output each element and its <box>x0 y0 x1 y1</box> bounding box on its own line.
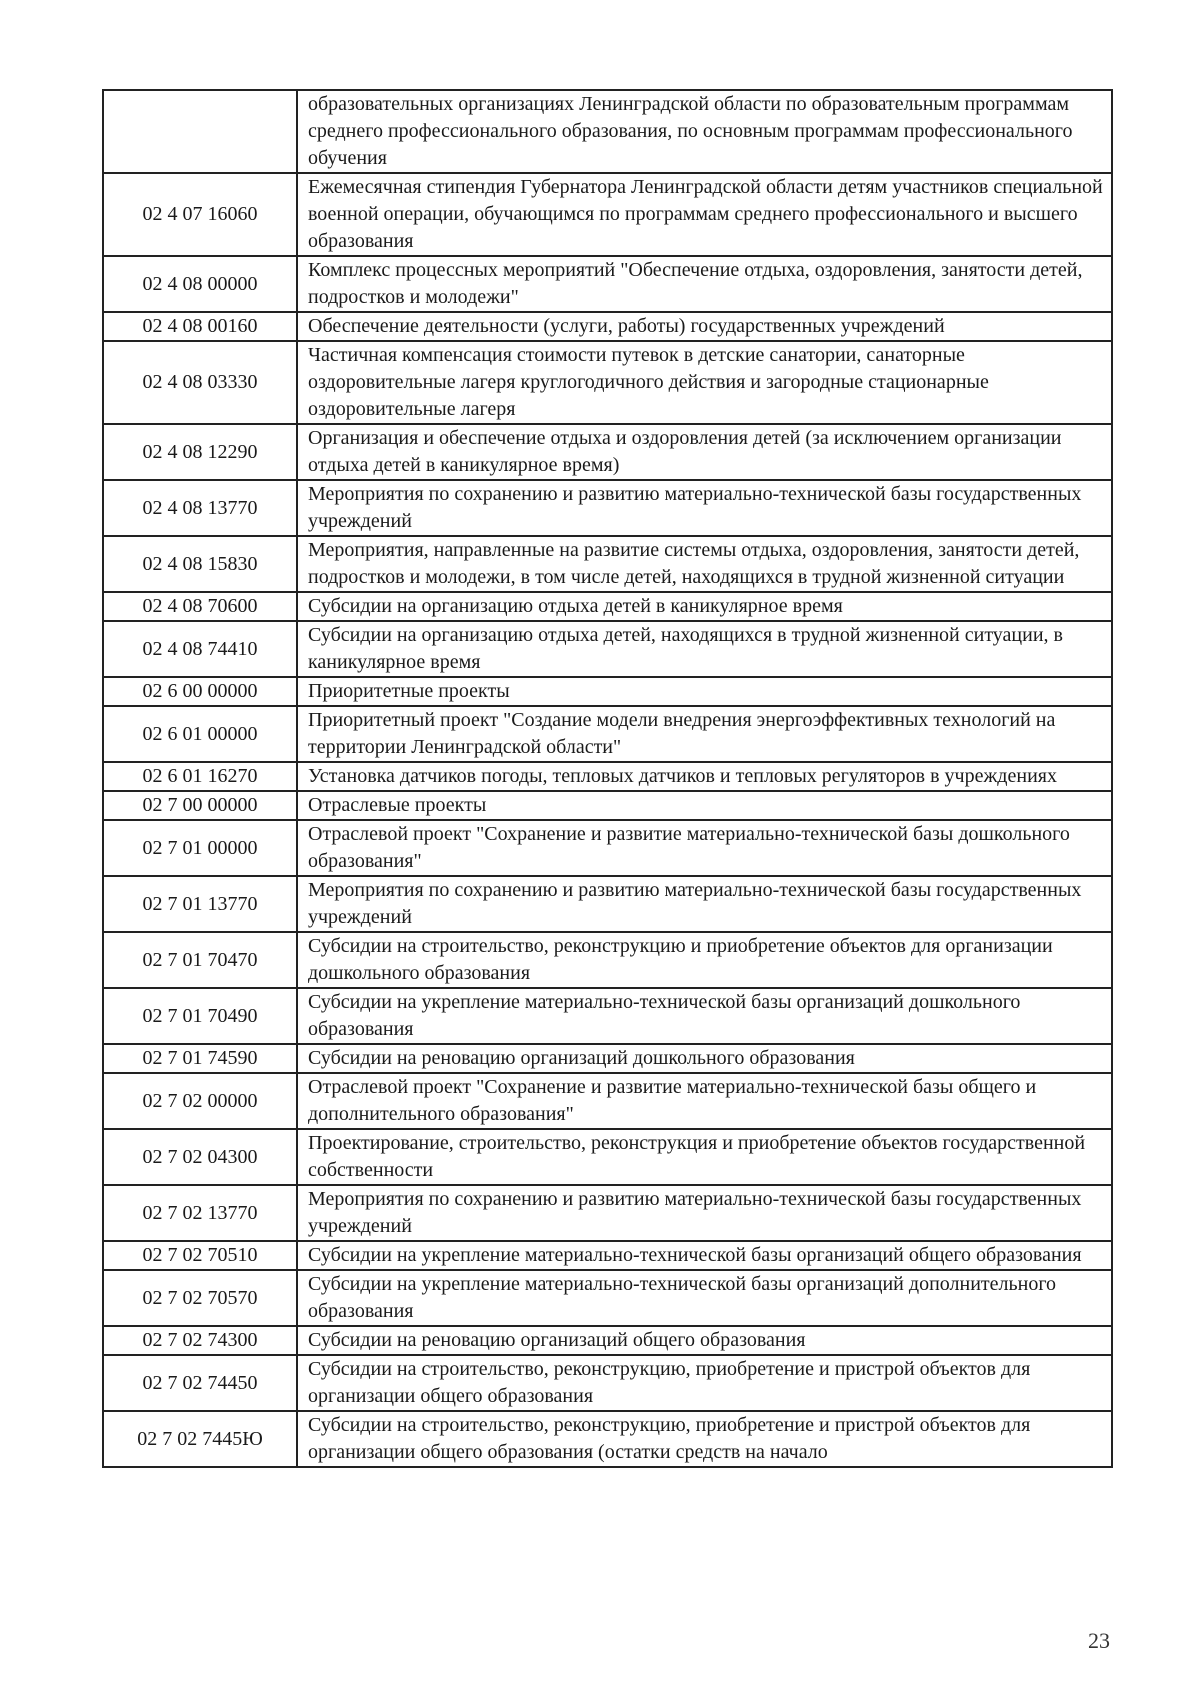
page-number: 23 <box>1088 1628 1110 1653</box>
row-description: Отраслевой проект "Сохранение и развитие материально-технической базы дошкольного образования" <box>297 820 1112 876</box>
table-row <box>103 762 1112 791</box>
table-row <box>103 791 1112 820</box>
table-row <box>103 173 1112 256</box>
row-code: 02 7 01 00000 <box>103 820 297 876</box>
row-code: 02 4 08 15830 <box>103 536 297 592</box>
row-code: 02 4 08 74410 <box>103 621 297 677</box>
row-description: Мероприятия, направленные на развитие системы отдыха, оздоровления, занятости детей, подростков и молодежи, в том числе детей, находящихся в трудной жизненной ситуации <box>297 536 1112 592</box>
row-code: 02 7 02 74450 <box>103 1355 297 1411</box>
row-description: Комплекс процессных мероприятий "Обеспечение отдыха, оздоровления, занятости детей, подростков и молодежи" <box>297 256 1112 312</box>
table-row <box>103 536 1112 592</box>
table-row <box>103 1326 1112 1355</box>
row-description: Мероприятия по сохранению и развитию материально-технической базы государственных учреждений <box>297 480 1112 536</box>
row-code: 02 7 00 00000 <box>103 791 297 820</box>
table-row <box>103 312 1112 341</box>
table-row <box>103 592 1112 621</box>
table-row <box>103 1270 1112 1326</box>
table-row <box>103 1355 1112 1411</box>
row-description: Установка датчиков погоды, тепловых датчиков и тепловых регуляторов в учреждениях <box>297 762 1112 791</box>
row-description: Субсидии на организацию отдыха детей, находящихся в трудной жизненной ситуации, в каникулярное время <box>297 621 1112 677</box>
row-code: 02 4 08 00160 <box>103 312 297 341</box>
table-row <box>103 988 1112 1044</box>
row-code: 02 7 02 7445Ю <box>103 1411 297 1467</box>
row-code: 02 4 08 03330 <box>103 341 297 424</box>
row-description: Субсидии на строительство, реконструкцию и приобретение объектов для организации дошкольного образования <box>297 932 1112 988</box>
table-row <box>103 1411 1112 1467</box>
row-code: 02 7 02 13770 <box>103 1185 297 1241</box>
table-row <box>103 677 1112 706</box>
row-description: Мероприятия по сохранению и развитию материально-технической базы государственных учреждений <box>297 876 1112 932</box>
table-row <box>103 256 1112 312</box>
row-description: Субсидии на реновацию организаций общего образования <box>297 1326 1112 1355</box>
row-description: Субсидии на организацию отдыха детей в каникулярное время <box>297 592 1112 621</box>
row-code: 02 4 08 12290 <box>103 424 297 480</box>
row-description: Субсидии на строительство, реконструкцию, приобретение и пристрой объектов для организации общего образования <box>297 1355 1112 1411</box>
row-description: Приоритетные проекты <box>297 677 1112 706</box>
row-description: Организация и обеспечение отдыха и оздоровления детей (за исключением организации отдыха детей в каникулярное время) <box>297 424 1112 480</box>
row-description: Частичная компенсация стоимости путевок в детские санатории, санаторные оздоровительные лагеря круглогодичного действия и загородные стационарные оздоровительные лагеря <box>297 341 1112 424</box>
row-description: Субсидии на реновацию организаций дошкольного образования <box>297 1044 1112 1073</box>
row-code: 02 7 01 70470 <box>103 932 297 988</box>
row-description: Приоритетный проект "Создание модели внедрения энергоэффективных технологий на территории Ленинградской области" <box>297 706 1112 762</box>
table-row <box>103 1044 1112 1073</box>
row-description: Мероприятия по сохранению и развитию материально-технической базы государственных учреждений <box>297 1185 1112 1241</box>
row-description: Субсидии на укрепление материально-технической базы организаций дошкольного образования <box>297 988 1112 1044</box>
table-row <box>103 480 1112 536</box>
table-row <box>103 424 1112 480</box>
budget-classification-table <box>102 89 1113 1468</box>
row-code: 02 7 02 70510 <box>103 1241 297 1270</box>
row-code: 02 7 01 74590 <box>103 1044 297 1073</box>
row-description: Отраслевые проекты <box>297 791 1112 820</box>
row-description: Субсидии на укрепление материально-технической базы организаций общего образования <box>297 1241 1112 1270</box>
row-code: 02 7 02 04300 <box>103 1129 297 1185</box>
row-code: 02 7 01 70490 <box>103 988 297 1044</box>
row-description: образовательных организациях Ленинградской области по образовательным программам среднего профессионального образования, по основным программам профессионального обучения <box>297 90 1112 173</box>
row-code: 02 4 08 00000 <box>103 256 297 312</box>
row-description: Субсидии на укрепление материально-технической базы организаций дополнительного образования <box>297 1270 1112 1326</box>
row-code: 02 6 01 16270 <box>103 762 297 791</box>
table-row <box>103 932 1112 988</box>
table-row <box>103 820 1112 876</box>
row-code: 02 7 01 13770 <box>103 876 297 932</box>
table-body <box>103 90 1112 1467</box>
table-row <box>103 621 1112 677</box>
row-description: Субсидии на строительство, реконструкцию, приобретение и пристрой объектов для организации общего образования (остатки средств на начало <box>297 1411 1112 1467</box>
row-description: Проектирование, строительство, реконструкция и приобретение объектов государственной собственности <box>297 1129 1112 1185</box>
row-code: 02 7 02 70570 <box>103 1270 297 1326</box>
row-code <box>103 90 297 173</box>
table-row <box>103 1129 1112 1185</box>
row-code: 02 4 08 70600 <box>103 592 297 621</box>
table-row <box>103 1185 1112 1241</box>
row-code: 02 6 00 00000 <box>103 677 297 706</box>
row-description: Обеспечение деятельности (услуги, работы) государственных учреждений <box>297 312 1112 341</box>
row-code: 02 4 07 16060 <box>103 173 297 256</box>
table-row <box>103 90 1112 173</box>
row-description: Ежемесячная стипендия Губернатора Ленинградской области детям участников специальной военной операции, обучающимся по программам среднего профессионального и высшего образования <box>297 173 1112 256</box>
table-row <box>103 706 1112 762</box>
row-code: 02 7 02 00000 <box>103 1073 297 1129</box>
table-row <box>103 1241 1112 1270</box>
row-code: 02 4 08 13770 <box>103 480 297 536</box>
row-description: Отраслевой проект "Сохранение и развитие материально-технической базы общего и дополнительного образования" <box>297 1073 1112 1129</box>
table-row <box>103 876 1112 932</box>
row-code: 02 6 01 00000 <box>103 706 297 762</box>
table-row <box>103 1073 1112 1129</box>
table-row <box>103 341 1112 424</box>
row-code: 02 7 02 74300 <box>103 1326 297 1355</box>
